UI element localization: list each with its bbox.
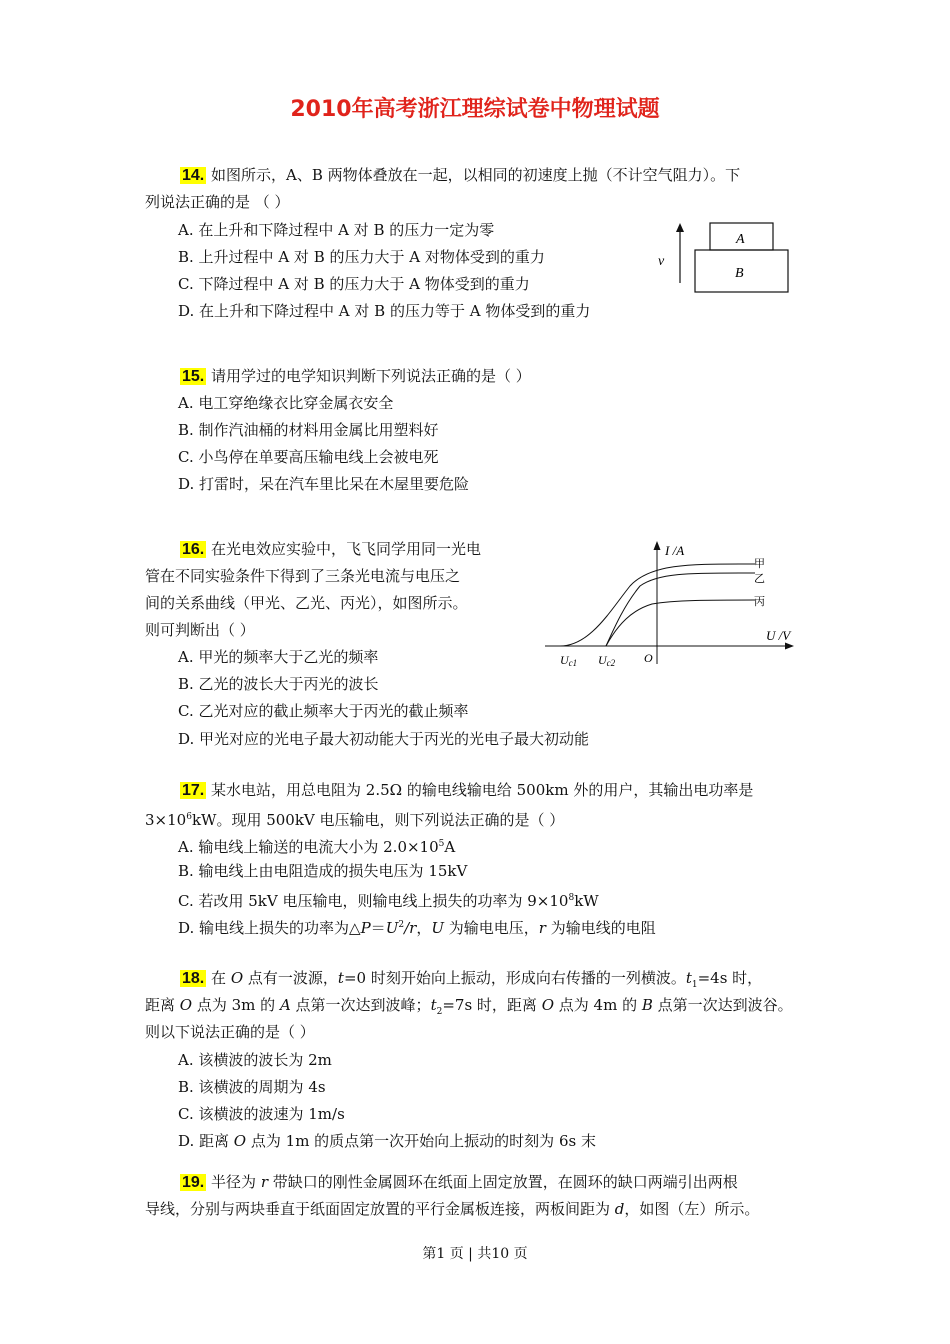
q16-number: 16. [182, 541, 205, 558]
block-b-label: B [735, 266, 744, 281]
q18-option-c: C. 该横波的波速为 1m/s [178, 1105, 345, 1123]
graph-y-arrowhead [654, 541, 661, 550]
page-title: 2010年高考浙江理综试卷中物理试题 [290, 97, 660, 122]
origin-label: O [644, 651, 653, 665]
q14-option-c: C. 下降过程中 A 对 B 的压力大于 A 物体受到的重力 [178, 275, 530, 293]
q14-number: 14. [182, 167, 205, 184]
q17-number: 17. [182, 782, 205, 799]
q16-option-a: A. 甲光的频率大于乙光的频率 [178, 648, 379, 666]
q14-option-b: B. 上升过程中 A 对 B 的压力大于 A 对物体受到的重力 [178, 248, 545, 266]
q18-option-b: B. 该横波的周期为 4s [178, 1078, 326, 1096]
q16-stem2: 管在不同实验条件下得到了三条光电流与电压之 [145, 567, 461, 585]
block-a-label: A [736, 232, 745, 247]
q15-stem: 请用学过的电学知识判断下列说法正确的是（ ） [211, 367, 531, 385]
velocity-arrowhead [676, 223, 684, 232]
q16-option-d: D. 甲光对应的光电子最大初动能大于丙光的光电子最大初动能 [178, 730, 590, 748]
curve-jia-label: 甲 [754, 558, 765, 570]
q14-stem2: 列说法正确的是 （ ） [145, 193, 290, 211]
q15-option-a: A. 电工穿绝缘衣比穿金属衣安全 [178, 394, 394, 412]
q16-stem1: 在光电效应实验中，飞飞同学用同一光电 [211, 540, 482, 558]
q16-stem-line1 [180, 539, 481, 560]
uc1-label: Uc1 [560, 653, 578, 668]
q17-option-c: C. 若改用 5kV 电压输电，则输电线上损失的功率为 $9\times 10^8kW$ [178, 892, 599, 910]
q16-option-c: C. 乙光对应的截止频率大于丙光的截止频率 [178, 702, 469, 720]
q18-stem-line3: 则以下说法正确的是（ ） [145, 1023, 315, 1041]
q14-option-d: D. 在上升和下降过程中 A 对 B 的压力等于 A 物体受到的重力 [178, 302, 591, 320]
graph-x-arrowhead [785, 643, 794, 650]
curve-yi [606, 573, 755, 646]
q15-stem-line [180, 366, 531, 387]
q18-option-d: D. 距离 O 点为 1m 的质点第一次开始向上振动的时刻为 6s 末 [178, 1132, 596, 1150]
q19-stem-line2: 导线，分别与两块垂直于纸面固定放置的平行金属板连接，两板间距为 d，如图（左）所示。 [145, 1200, 760, 1218]
q17-option-b: B. 输电线上由电阻造成的损失电压为 15kV [178, 862, 468, 880]
q16-photoelectric-graph [540, 536, 800, 671]
q15-option-d: D. 打雷时，呆在汽车里比呆在木屋里要危险 [178, 475, 470, 493]
page-footer: 第1 页 | 共10 页 [422, 1246, 528, 1262]
q15-option-c: C. 小鸟停在单要高压输电线上会被电死 [178, 448, 439, 466]
q14-stem1: 如图所示，A、B 两物体叠放在一起，以相同的初速度上抛（不计空气阻力）。下 [211, 166, 741, 184]
q17-stem2: $3\times 10^6kW$。现用 500kV 电压输电，则下列说法正确的是（ ） [145, 811, 565, 829]
graph-x-label: U /V [766, 628, 791, 643]
q17-stem1: 某水电站，用总电阻为 2.5Ω 的输电线输电给 500km 外的用户，其输出电功率是 [211, 781, 754, 799]
q18-stem-line1: 18. 在 O 点有一波源，t=0 时刻开始向上振动，形成向右传播的一列横波。$t_1=4s$ 时， [182, 969, 763, 990]
q17-option-d: D. 输电线上损失的功率为$\triangle P=U^2/r$，U 为输电电压，r 为输电线的电阻 [178, 919, 656, 937]
q15-option-b: B. 制作汽油桶的材料用金属比用塑料好 [178, 421, 439, 439]
q17-option-a: A. 输电线上输送的电流大小为 $2.0\times 10^5A$ [178, 838, 456, 856]
curve-bing [606, 600, 755, 646]
q16-option-b: B. 乙光的波长大于丙光的波长 [178, 675, 379, 693]
q14-blocks-figure [650, 215, 800, 300]
q18-stem-line2: 距离 O 点为 3m 的 A 点第一次达到波峰；$t_2=7s$ 时，距离 O 点为 4m 的 B 点第一次达到波谷。 [145, 996, 793, 1017]
q14-stem-line1 [180, 165, 740, 186]
q16-stem3: 间的关系曲线（甲光、乙光、丙光），如图所示。 [145, 594, 468, 612]
q16-stem4: 则可判断出（ ） [145, 621, 255, 639]
q15-number: 15. [182, 368, 205, 385]
q17-stem-line1 [180, 780, 753, 801]
curve-bing-label: 丙 [754, 596, 765, 608]
q19-number: 19. [182, 1174, 205, 1191]
q18-number: 18. [182, 970, 205, 987]
q19-stem-line1: 19. 半径为 r 带缺口的刚性金属圆环在纸面上固定放置，在圆环的缺口两端引出两根 [182, 1173, 738, 1191]
curve-yi-label: 乙 [754, 573, 765, 585]
q14-option-a: A. 在上升和下降过程中 A 对 B 的压力一定为零 [178, 221, 495, 239]
graph-y-label: I /A [665, 543, 685, 558]
uc2-label: Uc2 [598, 653, 616, 668]
velocity-label: v [658, 254, 665, 269]
q18-option-a: A. 该横波的波长为 2m [178, 1051, 332, 1069]
